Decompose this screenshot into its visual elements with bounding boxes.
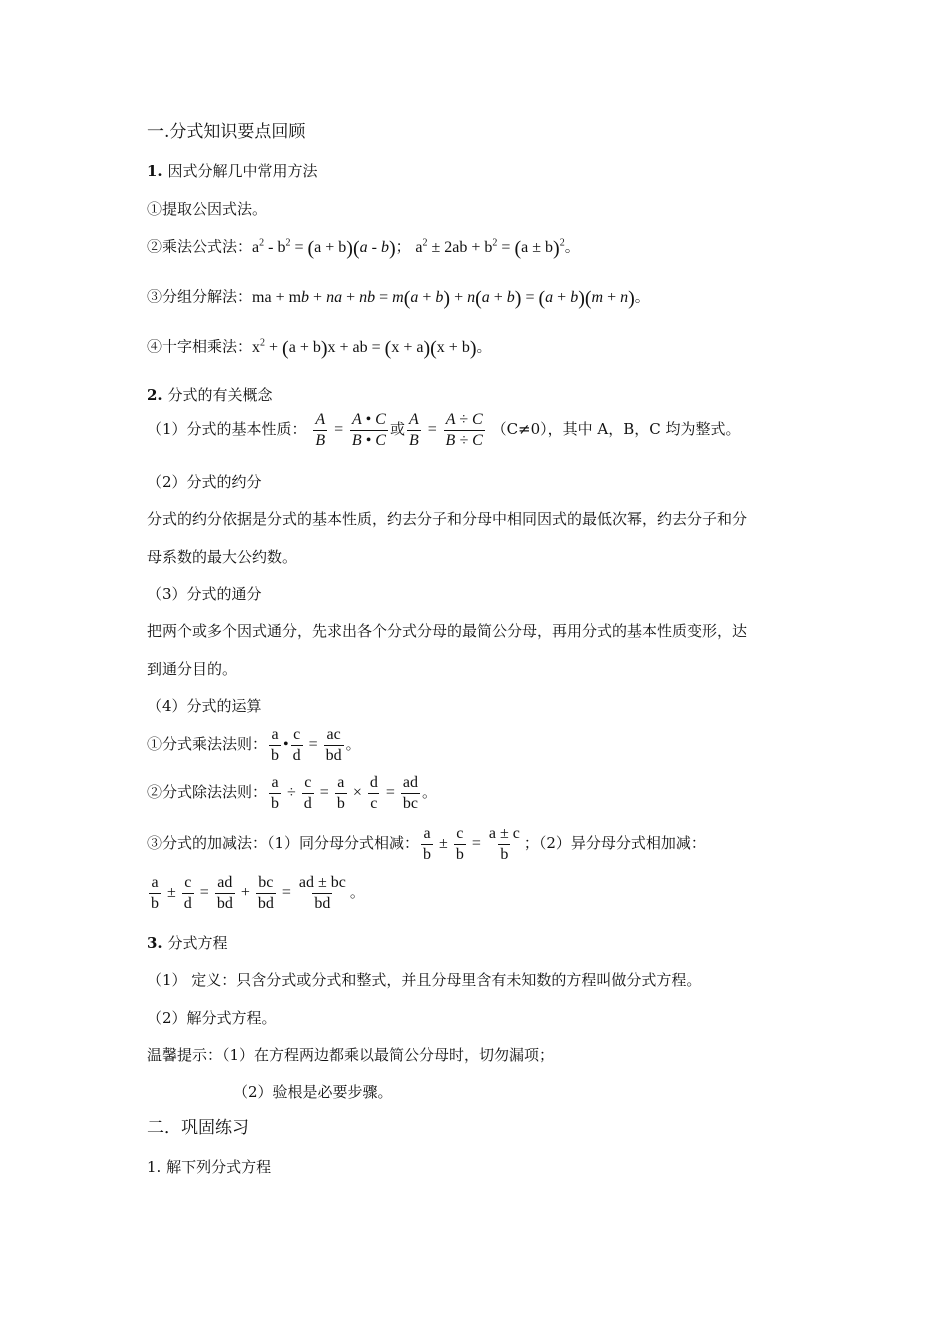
reduction-label: （2）分式的约分 [147, 473, 262, 491]
method-4: ④十字相乘法：$x^2 + (a + b)x$ + ab = (x + a)(x + b)。 [147, 337, 492, 359]
multiplication-rule: ①分式乘法法则： $\frac{a}{b}$ • $\frac{c}{d}$ = $\frac{ac}{bd}$ 。 [147, 726, 361, 764]
fraction-property: （1）分式的基本性质： $\frac{A}{B}$ = $\frac{A • C}{B • C}$ 或 $\frac{A}{B}$ = $\frac{A \div C}{B \div C}$ （C≠0），其中 A，B，C 均为整式。 [147, 411, 741, 449]
method-2: ②乘法公式法：$a^2 - b^2 = (a + b)(a - b)$； $a^2 \pm 2ab + b^2 = (a \pm b)^2$。 [147, 237, 580, 259]
addition-rule-2: $\frac{a}{b}$ ± $\frac{c}{d}$ = $\frac{ad}{bd}$ + $\frac{bc}{bd}$ = $\frac{ad \pm bc}{bd}$ 。 [151, 874, 365, 912]
exercise-1: 1. 解下列分式方程 [147, 1158, 272, 1176]
common-denominator-label: （3）分式的通分 [147, 585, 262, 603]
solve-equation: （2）解分式方程。 [147, 1009, 277, 1027]
equation-definition: （1） 定义：只含分式或分式和整式，并且分母里含有未知数的方程叫做分式方程。 [147, 971, 702, 989]
heading-1: 1. 因式分解几中常用方法 [147, 162, 318, 180]
method-3: ③分组分解法：ma + mb + na + nb = m(a + b) + n(a + b) = (a + b)(m + n)。 [147, 287, 650, 309]
heading-3: 3. 分式方程 [147, 934, 228, 952]
reduction-text-1: 分式的约分依据是分式的基本性质，约去分子和分母中相同因式的最低次幂，约去分子和分 [147, 510, 748, 528]
common-denominator-text-2: 到通分目的。 [147, 660, 238, 678]
division-rule: ②分式除法法则： $\frac{a}{b}$ ÷ $\frac{c}{d}$ = $\frac{a}{b}$ × $\frac{d}{c}$ = $\frac{ad}{bc}$ 。 [147, 774, 438, 812]
tip-1: 温馨提示：（1）在方程两边都乘以最简公分母时，切勿漏项； [147, 1046, 555, 1064]
reduction-text-2: 母系数的最大公约数。 [147, 548, 298, 566]
method-1: ①提取公因式法。 [147, 200, 268, 218]
section-2-title: 二．巩固练习 [147, 1118, 249, 1138]
operations-label: （4）分式的运算 [147, 697, 262, 715]
section-1-title: 一.分式知识要点回顾 [147, 122, 306, 142]
tip-2: （2）验根是必要步骤。 [233, 1083, 393, 1101]
addition-rule: ③分式的加减法：（1）同分母分式相减： $\frac{a}{b}$ ± $\frac{c}{b}$ = $\frac{a \pm c}{b}$ ；（2）异分母分式相加减： [147, 825, 706, 863]
heading-2: 2. 分式的有关概念 [147, 386, 273, 404]
common-denominator-text-1: 把两个或多个因式通分，先求出各个分式分母的最简公分母，再用分式的基本性质变形，达 [147, 622, 748, 640]
